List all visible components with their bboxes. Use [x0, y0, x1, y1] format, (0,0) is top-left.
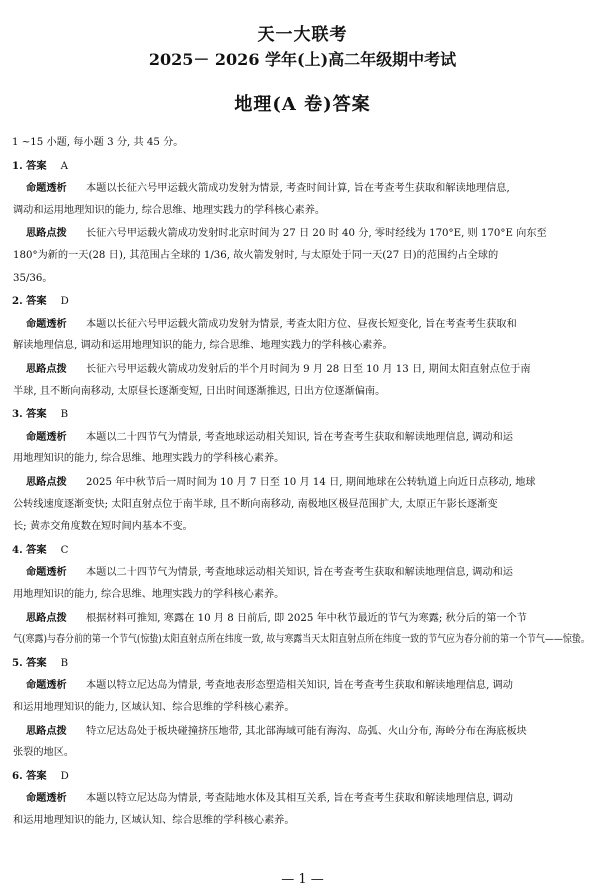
hint-text: 180°为新的一天(28 日), 其范围占全球的 1/36, 故火箭发射时, 与太原处于同一天(27 日)的范围约占全球的 [13, 250, 499, 261]
intro-text: 1 ~15 小题, 每小题 3 分, 共 45 分。 [12, 137, 184, 148]
question-answer-line [12, 543, 68, 558]
hint-text: 特立尼达岛处于板块碰撞挤压地带, 其北部海域可能有海沟、岛弧、火山分布, 海岭分布在海底板块 [86, 725, 527, 737]
analysis-label: 命题透析 [26, 182, 67, 195]
analysis-first-line [26, 565, 513, 580]
hint-text: 气(寒露)与春分前的第一个节气(惊蛰)太阳直射点所在纬度一致, 故与寒露当天太阳直射点所在纬度一致的节气应为春分前的第一个节气——惊蛰。 [13, 634, 590, 646]
hint-first-line [26, 362, 531, 377]
hint-first-line [26, 475, 536, 490]
hint-text: 长; 黄赤交角度数在短时间内基本不变。 [13, 521, 193, 533]
question-number: 5. [12, 656, 23, 669]
answer-choice: A [60, 160, 68, 172]
analysis-text: 本题以二十四节气为情景, 考查地球运动相关知识, 旨在考查考生获取和解读地理信息, 调动和运 [86, 567, 513, 579]
hint-text: 公转线速度逐渐变快; 太阳直射点位于南半球, 且不断向南移动, 南极地区极昼范围扩大, 太原正午影长逐渐变 [13, 498, 498, 510]
analysis-continuation-line [13, 204, 325, 218]
hint-label: 思路点拨 [26, 724, 67, 737]
analysis-label: 命题透析 [26, 430, 67, 443]
hint-label: 思路点拨 [26, 227, 67, 240]
analysis-text: 本题以二十四节气为情景, 考查地球运动相关知识, 旨在考查考生获取和解读地理信息, 调动和运 [86, 431, 513, 443]
analysis-text: 本题以长征六号甲运载火箭成功发射为情景, 考查太阳方位、昼夜长短变化, 旨在考查考生获取和 [86, 318, 517, 330]
exam-organizer-title: 天一大联考 [257, 25, 348, 45]
analysis-label: 命题透析 [26, 317, 67, 330]
hint-label: 思路点拨 [26, 611, 67, 624]
page-number: — 1 — [281, 872, 324, 887]
analysis-first-line [26, 678, 513, 693]
answer-label: 答案 [22, 543, 47, 556]
hint-continuation-line [13, 272, 53, 286]
hint-continuation-line [13, 746, 74, 760]
question-number: 6. [12, 769, 23, 782]
hint-continuation-line [13, 633, 590, 647]
analysis-continuation-line [13, 452, 284, 466]
hint-continuation-line [13, 520, 193, 534]
question-answer-line [12, 407, 68, 422]
hint-continuation-line [13, 498, 498, 512]
intro-line [12, 136, 184, 150]
hint-label: 思路点拨 [26, 476, 67, 488]
paper-title: 地理(A 卷)答案 [234, 94, 371, 115]
hint-text: 2025 年中秋节后一周时间为 10 月 7 日至 10 月 14 日, 期间地球在公转轨道上向近日点移动, 地球 [86, 477, 536, 488]
analysis-text: 解读地理信息, 调动和运用地理知识的能力, 综合思维、地理实践力的学科核心素养。 [13, 340, 393, 352]
hint-text: 根据材料可推知, 寒露在 10 月 8 日前后, 即 2025 年中秋节最近的节气为寒露; 秋分后的第一个节 [86, 612, 527, 624]
analysis-continuation-line [13, 814, 295, 828]
hint-text: 张裂的地区。 [13, 747, 75, 759]
question-answer-line [12, 769, 69, 784]
hint-text: 半球, 且不断向南移动, 太原昼长逐渐变短, 日出时间逐渐推迟, 日出方位逐渐偏南。 [13, 385, 386, 397]
answer-choice: B [60, 657, 69, 669]
analysis-text: 和运用地理知识的能力, 区域认知、综合思维的学科核心素养。 [13, 815, 295, 826]
hint-text: 35/36。 [13, 272, 53, 284]
question-answer-line [12, 159, 68, 174]
analysis-first-line [26, 430, 513, 445]
answer-choice: C [60, 544, 69, 556]
answer-label: 答案 [22, 159, 47, 172]
analysis-first-line [26, 181, 510, 196]
question-answer-line [12, 656, 68, 671]
hint-first-line [26, 724, 527, 739]
analysis-label: 命题透析 [26, 792, 67, 805]
question-number: 3. [12, 408, 23, 421]
analysis-label: 命题透析 [26, 566, 67, 579]
analysis-text: 用地理知识的能力, 综合思维、地理实践力的学科核心素养。 [13, 589, 285, 600]
answer-label: 答案 [22, 769, 47, 782]
analysis-continuation-line [13, 588, 284, 602]
answer-label: 答案 [22, 408, 47, 421]
hint-first-line [26, 226, 547, 241]
hint-continuation-line [13, 385, 385, 399]
answer-label: 答案 [22, 295, 47, 308]
analysis-text: 本题以特立尼达岛为情景, 考查地表形态塑造相关知识, 旨在考查考生获取和解读地理信息, 调动 [86, 680, 513, 692]
analysis-text: 本题以特立尼达岛为情景, 考查陆地水体及其相互关系, 旨在考查考生获取和解读地理信息, 调动 [86, 793, 513, 805]
exam-session-title: 2025－ 2026 学年(上)高二年级期中考试 [148, 50, 457, 69]
hint-label: 思路点拨 [26, 363, 67, 375]
analysis-text: 用地理知识的能力, 综合思维、地理实践力的学科核心素养。 [13, 453, 285, 465]
question-number: 4. [12, 543, 23, 556]
answer-choice: B [60, 409, 69, 421]
answer-label: 答案 [22, 656, 47, 669]
hint-text: 长征六号甲运载火箭成功发射后的半个月时间为 9 月 28 日至 10 月 13 日, 期间太阳直射点位于南 [86, 364, 531, 375]
analysis-text: 本题以长征六号甲运载火箭成功发射为情景, 考查时间计算, 旨在考查考生获取和解读地理信息, [86, 183, 510, 195]
analysis-continuation-line [13, 701, 295, 715]
hint-first-line [26, 611, 527, 626]
analysis-text: 和运用地理知识的能力, 区域认知、综合思维的学科核心素养。 [13, 702, 295, 713]
answer-choice: D [60, 296, 69, 308]
hint-continuation-line [13, 249, 498, 263]
analysis-text: 调动和运用地理知识的能力, 综合思维、地理实践力的学科核心素养。 [13, 204, 326, 216]
hint-text: 长征六号甲运载火箭成功发射时北京时间为 27 日 20 时 40 分, 零时经线为 170°E, 则 170°E 向东至 [86, 228, 547, 240]
question-number: 1. [12, 159, 23, 172]
analysis-continuation-line [13, 339, 393, 353]
analysis-first-line [26, 791, 513, 806]
question-answer-line [12, 294, 69, 309]
answer-choice: D [60, 770, 69, 782]
analysis-label: 命题透析 [26, 679, 67, 692]
question-number: 2. [12, 295, 23, 308]
analysis-first-line [26, 317, 517, 332]
